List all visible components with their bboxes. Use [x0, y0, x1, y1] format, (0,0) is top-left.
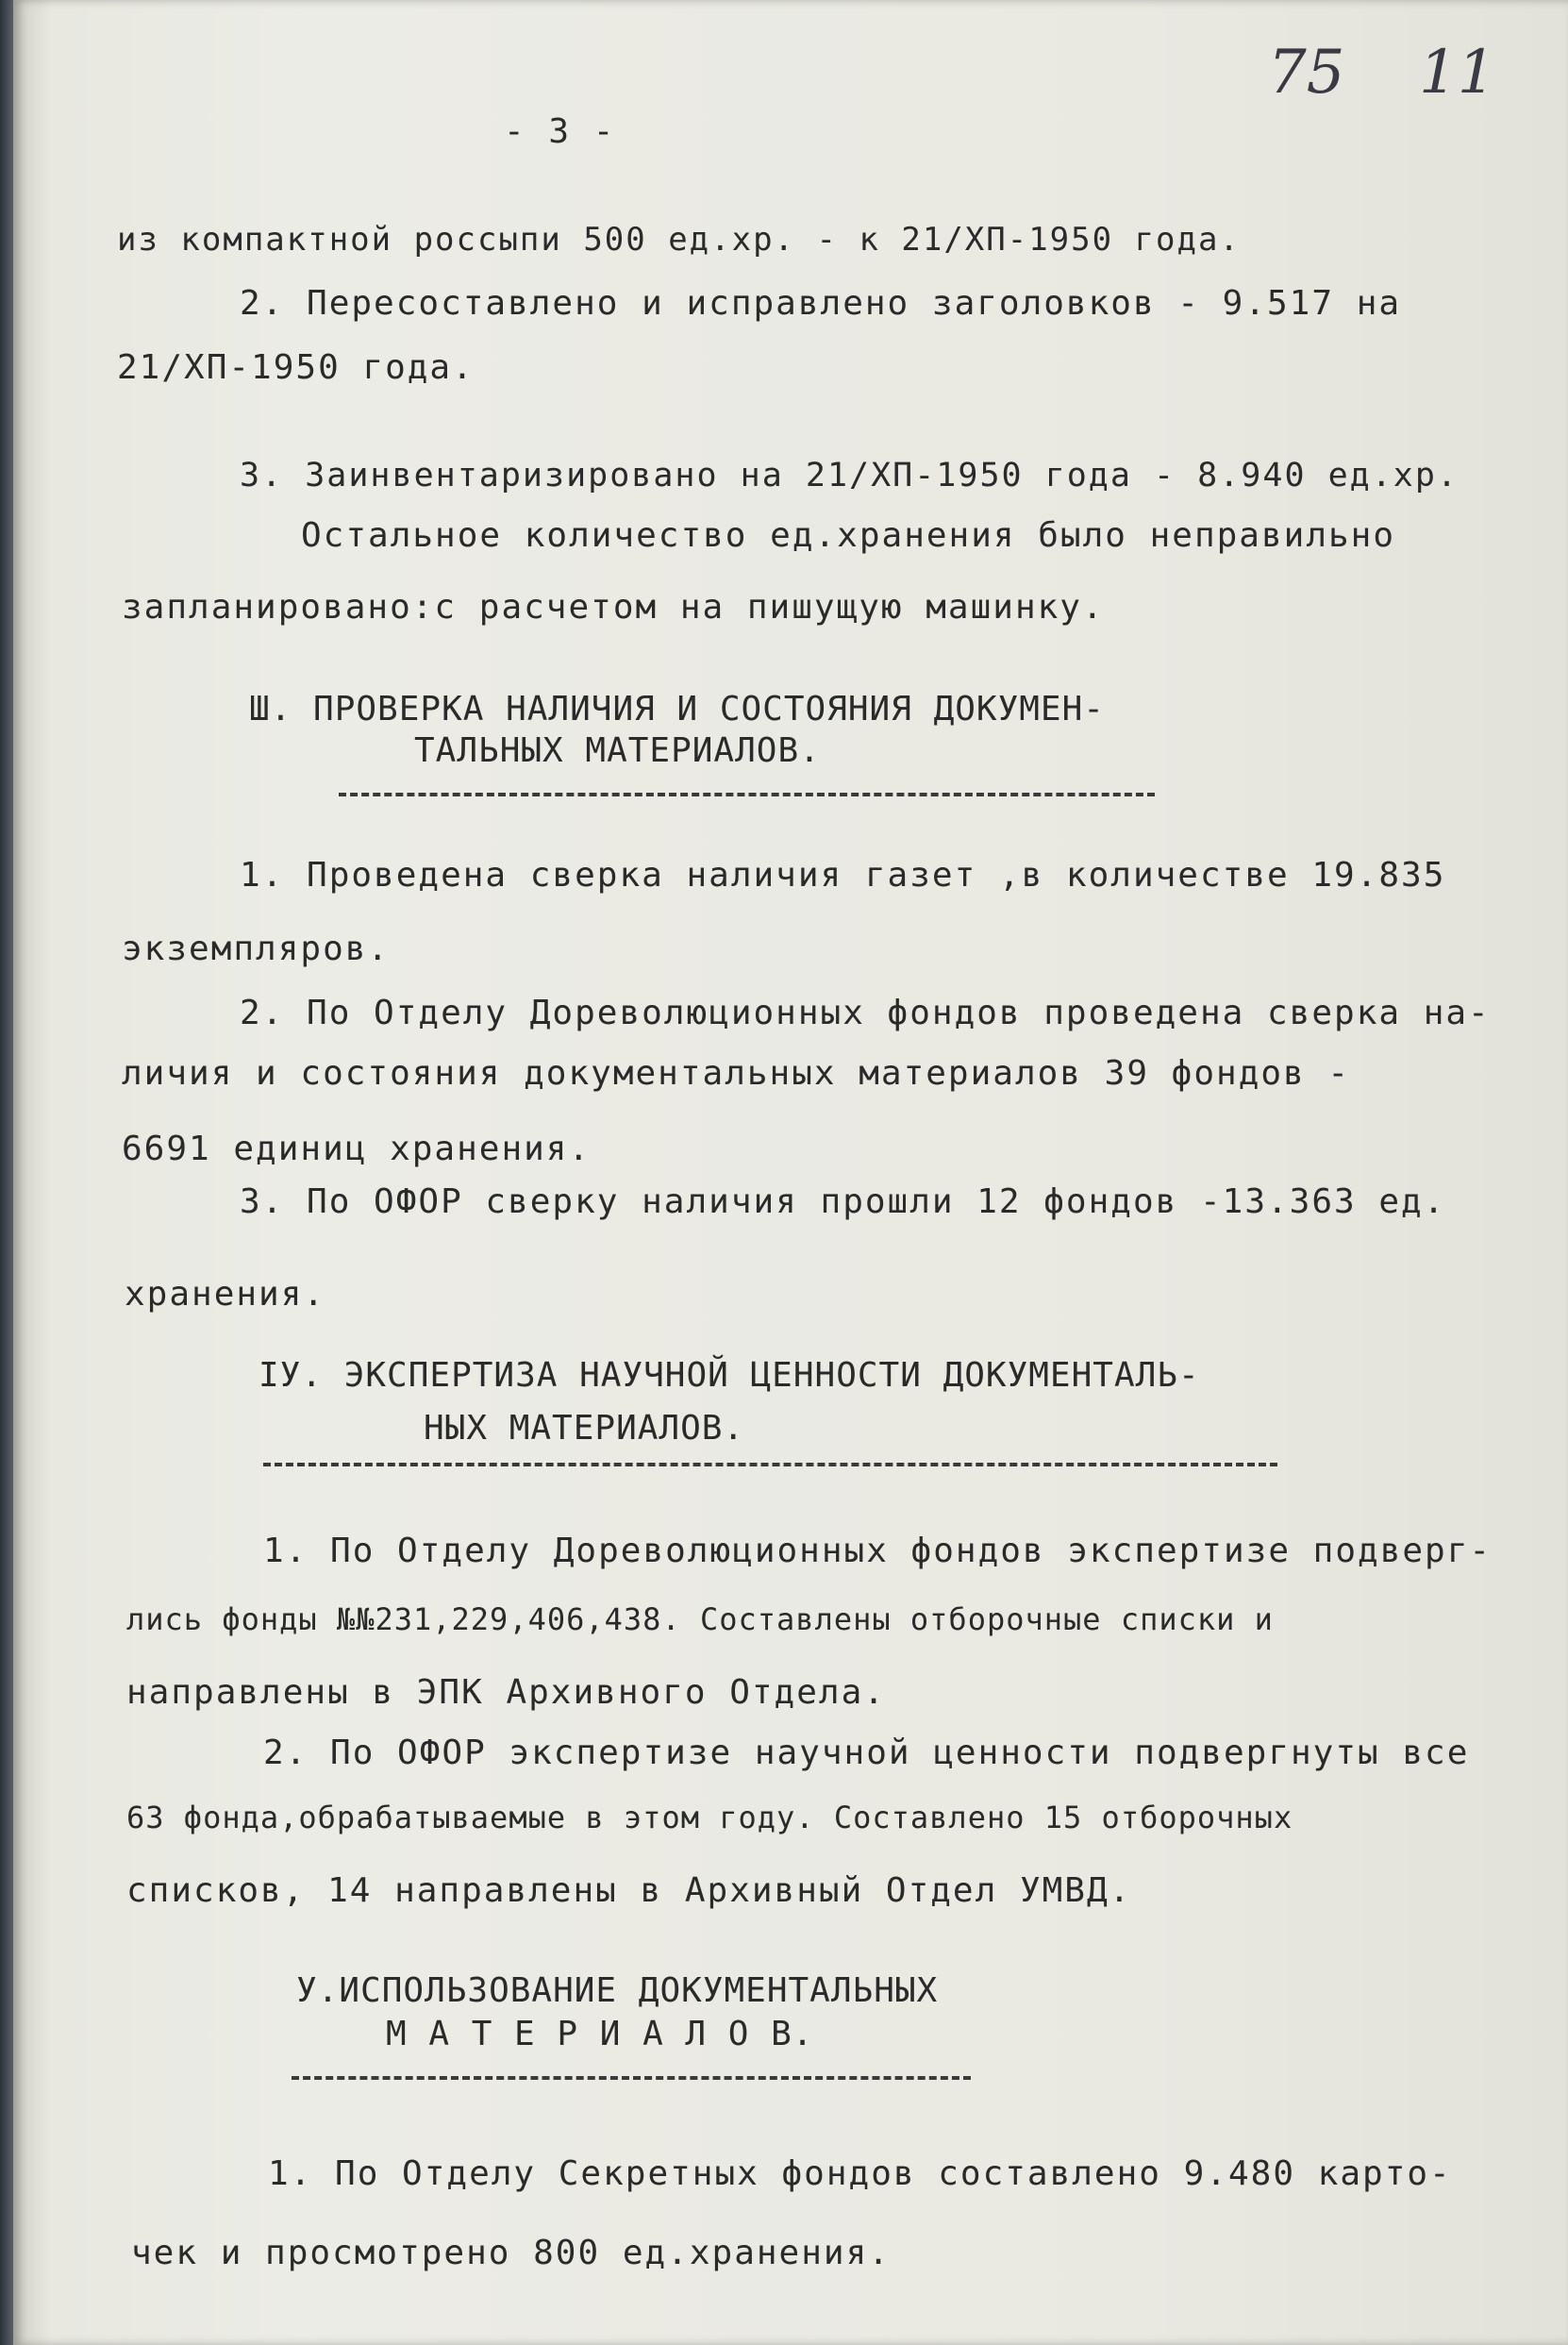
body-line: из компактной россыпи 500 ед.хр. - к 21/ХП-1950 года.: [117, 221, 1241, 259]
document-page: [13, 0, 1568, 2345]
body-line: направлены в ЭПК Архивного Отдела.: [126, 1673, 886, 1712]
body-line: личия и состояния документальных материалов 39 фондов -: [122, 1054, 1351, 1093]
section-5-title: У.ИСПОЛЬЗОВАНИЕ ДОКУМЕНТАЛЬНЫХ: [296, 1971, 939, 2010]
body-line: списков, 14 направлены в Архивный Отдел УМВД.: [126, 1871, 1132, 1910]
handwritten-page-mark-2: 11: [1419, 38, 1496, 108]
section-4-title-cont: НЫХ МАТЕРИАЛОВ.: [424, 1409, 745, 1448]
body-line: 1. По Отделу Секретных фондов составлено 9.480 карто-: [268, 2154, 1452, 2193]
body-line: 1. По Отделу Дореволюционных фондов экспертизе подверг-: [263, 1532, 1493, 1570]
binding-edge: [0, 0, 13, 2345]
body-line: 21/ХП-1950 года.: [117, 348, 475, 387]
section-4-title: IУ. ЭКСПЕРТИЗА НАУЧНОЙ ЦЕННОСТИ ДОКУМЕНТАЛЬ-: [259, 1356, 1200, 1395]
body-line: 2. По ОФОР экспертизе научной ценности подвергнуты все: [263, 1734, 1470, 1772]
body-line: 3. Заинвентаризировано на 21/ХП-1950 года - 8.940 ед.хр.: [240, 457, 1460, 494]
body-line: 1. Проведена сверка наличия газет ,в количестве 19.835: [240, 856, 1446, 895]
body-line: Остальное количество ед.хранения было неправильно: [301, 516, 1396, 555]
body-line: лись фонды №№231,229,406,438. Составлены отборочные списки и: [126, 1601, 1274, 1637]
body-line: запланировано:с расчетом на пишущую машинку.: [122, 588, 1105, 627]
body-line: хранения.: [125, 1275, 326, 1314]
section-3-underline: [339, 793, 1155, 796]
section-5-underline: [292, 2076, 971, 2080]
body-line: 63 фонда,обрабатываемые в этом году. Составлено 15 отборочных: [126, 1800, 1293, 1835]
body-line: 2. По Отделу Дореволюционных фондов проведена сверка на-: [240, 994, 1491, 1032]
handwritten-page-mark: 75: [1268, 38, 1345, 108]
section-3-title-cont: ТАЛЬНЫХ МАТЕРИАЛОВ.: [414, 731, 821, 770]
body-line: чек и просмотрено 800 ед.хранения.: [131, 2234, 891, 2272]
body-line: 6691 единиц хранения.: [122, 1130, 592, 1168]
body-line: экземпляров.: [122, 930, 391, 968]
page-number: - 3 -: [504, 112, 616, 151]
section-3-title: Ш. ПРОВЕРКА НАЛИЧИЯ И СОСТОЯНИЯ ДОКУМЕН-: [249, 690, 1105, 729]
section-5-title-cont: М А Т Е Р И А Л О В.: [386, 2015, 814, 2053]
body-line: 3. По ОФОР сверку наличия прошли 12 фондов -13.363 ед.: [240, 1182, 1446, 1221]
section-4-underline: [263, 1463, 1277, 1466]
body-line: 2. Пересоставлено и исправлено заголовков - 9.517 на: [240, 284, 1402, 323]
